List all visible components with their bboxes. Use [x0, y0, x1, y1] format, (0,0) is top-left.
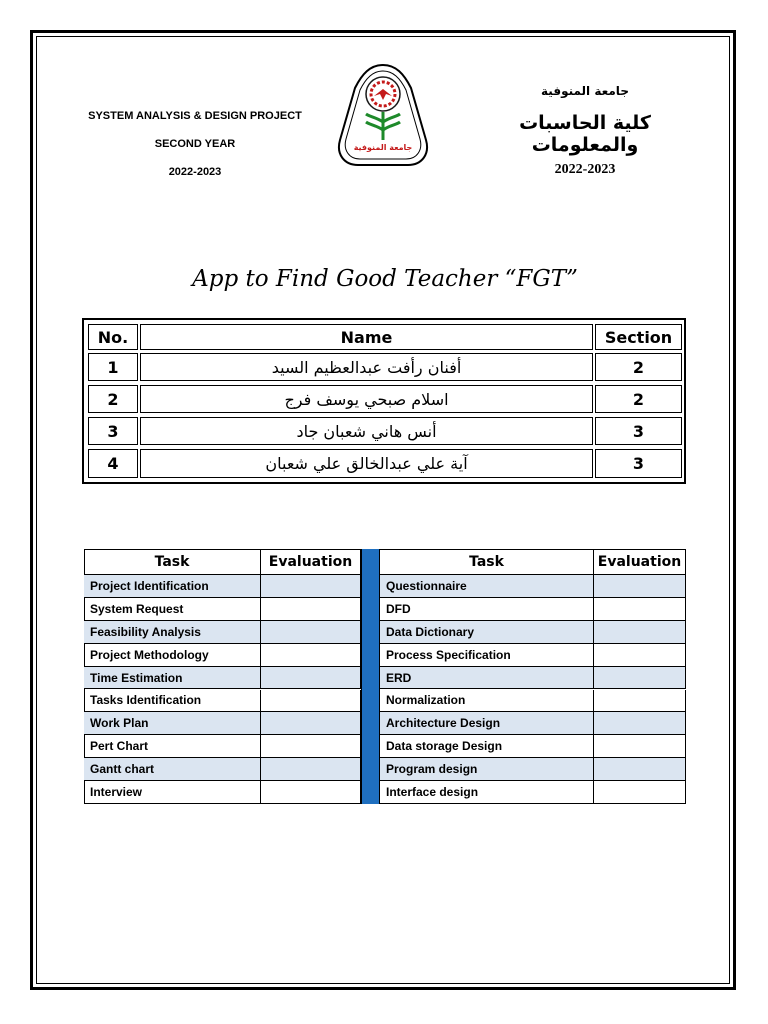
evaluation-right: [594, 758, 686, 781]
member-section: 3: [595, 417, 682, 445]
col-header-task-left: Task: [84, 549, 261, 575]
evaluation-left: [261, 758, 361, 781]
task-left: Interview: [84, 781, 261, 804]
task-left: Project Identification: [84, 575, 261, 598]
evaluation-right: [594, 781, 686, 804]
col-header-name: Name: [140, 324, 593, 350]
evaluation-right: [594, 621, 686, 644]
evaluation-left: [261, 667, 361, 690]
academic-year-left: 2022-2023: [168, 166, 222, 178]
task-right: Interface design: [380, 781, 594, 804]
task-right: Data Dictionary: [380, 621, 594, 644]
col-header-task-right: Task: [380, 549, 594, 575]
task-right: Data storage Design: [380, 735, 594, 758]
logo-text: جامعة المنوفية: [353, 143, 413, 152]
task-right: ERD: [380, 667, 594, 690]
member-section: 2: [595, 353, 682, 381]
evaluation-left: [261, 712, 361, 735]
task-right: Program design: [380, 758, 594, 781]
evaluation-right: [594, 712, 686, 735]
task-left: Pert Chart: [84, 735, 261, 758]
faculty-name: كلية الحاسبات والمعلومات: [519, 112, 651, 156]
member-name: آية علي عبدالخالق علي شعبان: [140, 449, 593, 478]
evaluation-right: [594, 598, 686, 621]
evaluation-left: [261, 781, 361, 804]
university-name: جامعة المنوفية: [541, 84, 629, 98]
col-header-section: Section: [595, 324, 682, 350]
task-right: Questionnaire: [380, 575, 594, 598]
evaluation-right: [594, 667, 686, 690]
evaluation-right: [594, 575, 686, 598]
evaluation-left: [261, 598, 361, 621]
member-no: 2: [88, 385, 138, 413]
year-level: SECOND YEAR: [154, 138, 236, 150]
col-header-evaluation-right: Evaluation: [594, 549, 686, 575]
tasks-evaluation-table: [84, 549, 686, 804]
member-no: 3: [88, 417, 138, 445]
col-header-no: No.: [88, 324, 138, 350]
members-table: [82, 318, 686, 484]
column-divider: [361, 549, 380, 804]
member-name: أفنان رأفت عبدالعظيم السيد: [140, 353, 593, 381]
evaluation-left: [261, 575, 361, 598]
academic-year-right: 2022-2023: [554, 162, 616, 177]
evaluation-right: [594, 644, 686, 667]
task-left: Tasks Identification: [84, 690, 261, 713]
member-name: اسلام صبحي يوسف فرج: [140, 385, 593, 413]
task-left: System Request: [84, 598, 261, 621]
task-right: Architecture Design: [380, 712, 594, 735]
project-title: App to Find Good Teacher “FGT”: [192, 266, 578, 292]
course-title: SYSTEM ANALYSIS & DESIGN PROJECT: [88, 110, 302, 122]
task-left: Project Methodology: [84, 644, 261, 667]
col-header-evaluation-left: Evaluation: [261, 549, 361, 575]
member-no: 1: [88, 353, 138, 381]
page-border-inner: [36, 36, 730, 984]
member-name: أنس هاني شعبان جاد: [140, 417, 593, 445]
evaluation-right: [594, 735, 686, 758]
task-left: Time Estimation: [84, 667, 261, 690]
member-section: 3: [595, 449, 682, 478]
task-right: Process Specification: [380, 644, 594, 667]
evaluation-left: [261, 690, 361, 713]
member-section: 2: [595, 385, 682, 413]
member-no: 4: [88, 449, 138, 478]
task-left: Feasibility Analysis: [84, 621, 261, 644]
evaluation-left: [261, 621, 361, 644]
evaluation-left: [261, 644, 361, 667]
university-logo-icon: [336, 62, 430, 168]
task-left: Work Plan: [84, 712, 261, 735]
task-right: Normalization: [380, 690, 594, 713]
task-right: DFD: [380, 598, 594, 621]
task-left: Gantt chart: [84, 758, 261, 781]
evaluation-right: [594, 690, 686, 713]
evaluation-left: [261, 735, 361, 758]
